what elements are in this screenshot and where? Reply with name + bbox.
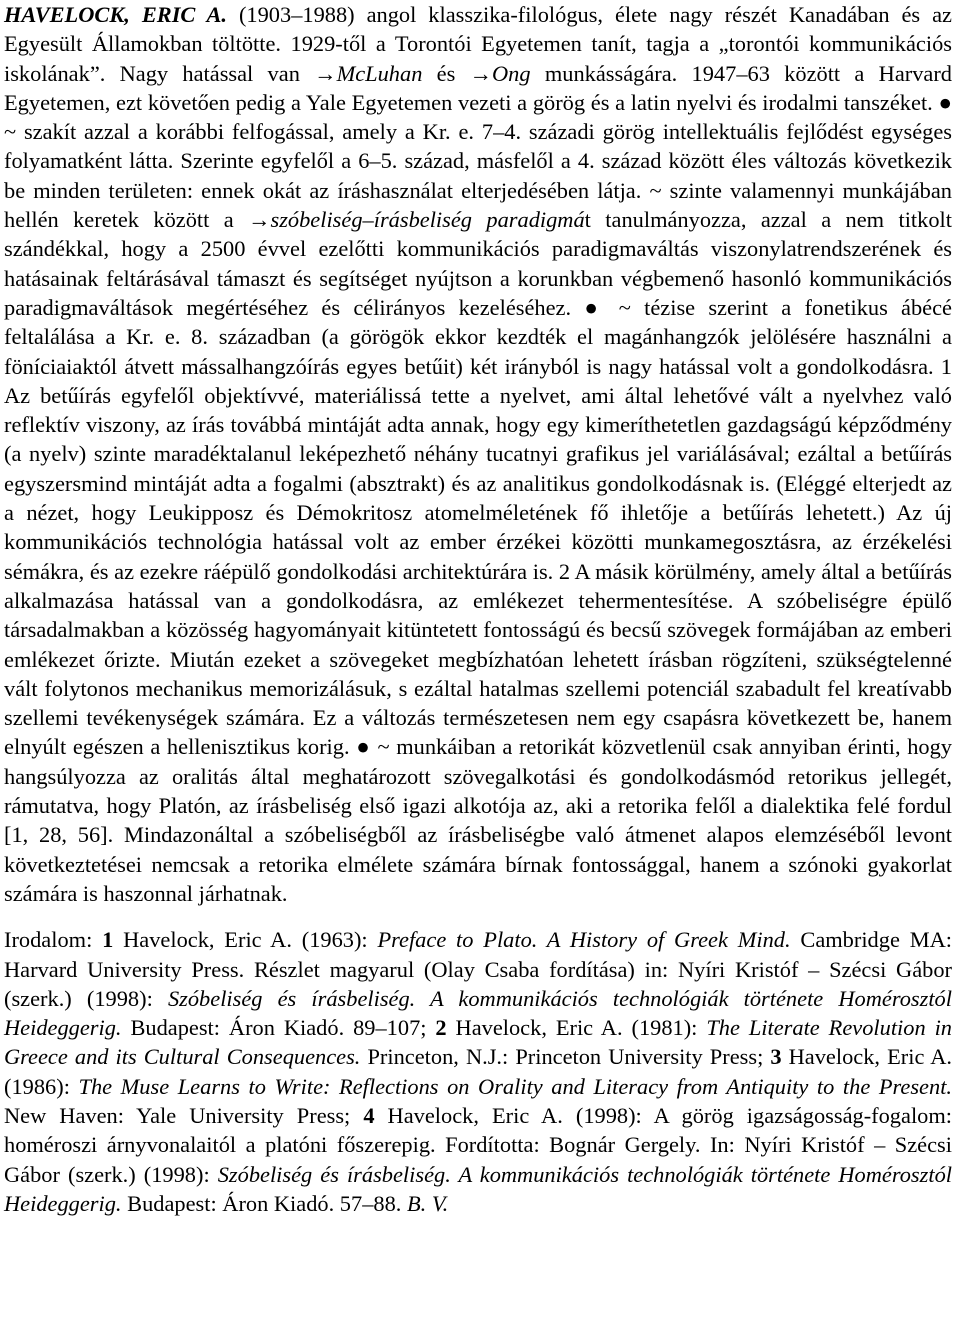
author-initials: B. V.: [406, 1190, 449, 1216]
crossref-ong[interactable]: Ong: [492, 60, 531, 86]
reference-number: 4: [363, 1102, 375, 1128]
entry-text-1: (1903–1988) angol klasszika-filológus, élete nagy részét Kanadában és az Egyesült Államokban töltötte. 1929-től a Torontói Egyetemen tanít, tagja a „torontói kommunikációs iskolának”. Nagy hatással van: [4, 2, 952, 86]
entry-text-5: tanulmányozza, azzal a nem titkolt szándékkal, hogy a 2500 évvel ezelőtti kommunikációs paradigmaváltás viszonylatrendszerének és hatásainak feltárásával támaszt és segítséget nyújtson a korunkban végbemenő hasonló kommunikációs paradigmaváltások megértéséhez és célirányos kezeléséhez. ● ~ tézise szerint a fonetikus ábécé feltalálása a Kr. e. 8. században (a görögök ekkor kezdték el magánhangzók jelölésére használni a föníciaiaktól átvett mássalhangzóírás egyes betűit) két irányból is nagy hatással volt a gondolkodásra. 1 Az betűírás egyfelől objektívvé, materiálissá tette a nyelvet, ami által lehetővé vált a nyelvhez való reflektív viszony, az írás továbbá mintáját adta annak, hogy egy kimeríthetetlen gazdagságú képződmény (a nyelv) szinte maradéktalanul leképezhető néhány tucatnyi grafikus jel variálásával; ezáltal a betűírás egyszersmind mintáját adta a fogalmi (absztrakt) és az analitikus gondolkodásnak is. (Eléggé elterjedt az a nézet, hogy Leukipposz és Démokritosz atomelméletének fő ihletője a betűírás lehetett.) Az új kommunikációs technológia hatással volt az ember érzékei közötti munkamegosztásra, az érzékelési sémákra, és az ezekre ráépülő gondolkodási architektúrára is. 2 A másik körülmény, amely által a betűírás alkalmazása hatással van a gondolkodásra, az emlékezet tehermentesítése. A szóbeliségre épülő társadalmakban a közösség hagyományait kitüntetett fontosságú és becsű szövegek formájában az emberi emlékezet őrizte. Miután ezeket a szövegeket megbízhatóan lehetett írásban rögzíteni, szükségtelenné vált folytonos mechanikus memorizálásuk, s ezáltal hatalmas szellemi potenciál szabadult fel kreatívabb szellemi tevékenységek számára. Ez a változás természetesen nem egy csapásra következett be, hanem elnyúlt egészen a hellenisztikus korig. ● ~ munkáiban a retorikát közvetlenül csak annyiban érinti, hogy hangsúlyozza az oralitás által meghatározott szövegalkotási és gondolkodásmód retorikus jellegét, rámutatva, hogy Platón, az írásbeliség első igazi alkotója az, aki a retorika felől a dialektika felé fordul [1, 28, 56]. Mindazonáltal a szóbeliségből az írásbeliségbe való átmenet alapos elemzéséből levont következtetései nemcsak a retorika elmélete számára bírnak fontossággal, hanem a szónoki gyakorlat számára is haszonnal járhatnak.: [4, 207, 952, 906]
reference-text: New Haven: Yale University Press;: [4, 1102, 364, 1128]
crossref-mcluhan[interactable]: McLuhan: [336, 60, 423, 86]
crossref-arrow-icon: →: [469, 60, 492, 86]
entry-text-4: ~ szinte valamennyi munkájában hellén keretek között a: [4, 177, 952, 233]
crossref-paradigm[interactable]: szóbeliség–írásbeliség paradigmá: [270, 207, 585, 233]
reference-text: Havelock, Eric A. (1998): A görög igazságosság-fogalom: homéroszi árnyvonalaitól a platóni főszerepig. Fordította: Bognár Gergely. In: Nyíri Kristóf – Szécsi Gábor (szerk.) (1998):: [4, 1102, 952, 1187]
entry-text-3: munkásságára. 1947–63 között a Harvard Egyetemen, ezt követően pedig a Yale Egyetemen vezeti a görög és a latin nyelvi és irodalmi tanszéket. ● ~ szakít azzal a korábbi felfogással, amely a Kr. e. 7–4. századi görög intellektuális fejlődést egységes folyamatként látta. Szerinte egyfelől a 6–5. század, másfelől a 4. század között éles változás következik be minden területen: ennek okát az íráshasználat elterjedésében látja.: [4, 60, 952, 203]
references: [4, 925, 952, 1218]
reference-title: The Muse Learns to Write: Reflections on Orality and Literacy from Antiquity to the Present.: [78, 1073, 953, 1099]
reference-text: Princeton, N.J.: Princeton University Press;: [360, 1044, 771, 1070]
reference-text: Budapest: Áron Kiadó. 89–107;: [121, 1015, 436, 1041]
reference-number: 1: [102, 927, 114, 953]
reference-number: 3: [770, 1044, 782, 1070]
reference-title: Preface to Plato. A History of Greek Mind.: [377, 927, 791, 953]
reference-text: Cambridge MA: Harvard University Press. Részlet magyarul (Olay Csaba fordítása) in: Nyíri Kristóf – Szécsi Gábor (szerk.) (1998):: [4, 927, 952, 1011]
entry-body: [4, 0, 952, 908]
entry-text-2: és: [422, 60, 470, 86]
reference-text: Havelock, Eric A. (1963):: [113, 927, 378, 953]
reference-title: Szóbeliség és írásbeliség. A kommunikációs technológiák története Homérosztól Heideggerig.: [4, 1161, 952, 1216]
references-label: Irodalom:: [4, 927, 103, 953]
reference-text: Havelock, Eric A. (1986):: [4, 1044, 952, 1099]
crossref-arrow-icon: →: [314, 60, 337, 86]
reference-text: Havelock, Eric A. (1981):: [446, 1015, 707, 1041]
entry-text-suffix: t: [584, 207, 591, 233]
reference-number: 2: [435, 1015, 447, 1041]
reference-title: Szóbeliség és írásbeliség. A kommunikációs technológiák története Homérosztól Heideggerig.: [4, 985, 952, 1041]
entry-headword: HAVELOCK, ERIC A.: [4, 2, 227, 27]
reference-title: The Literate Revolution in Greece and its Cultural Consequences.: [4, 1015, 952, 1070]
crossref-arrow-icon: →: [248, 207, 271, 233]
reference-text: Budapest: Áron Kiadó. 57–88.: [121, 1190, 407, 1216]
